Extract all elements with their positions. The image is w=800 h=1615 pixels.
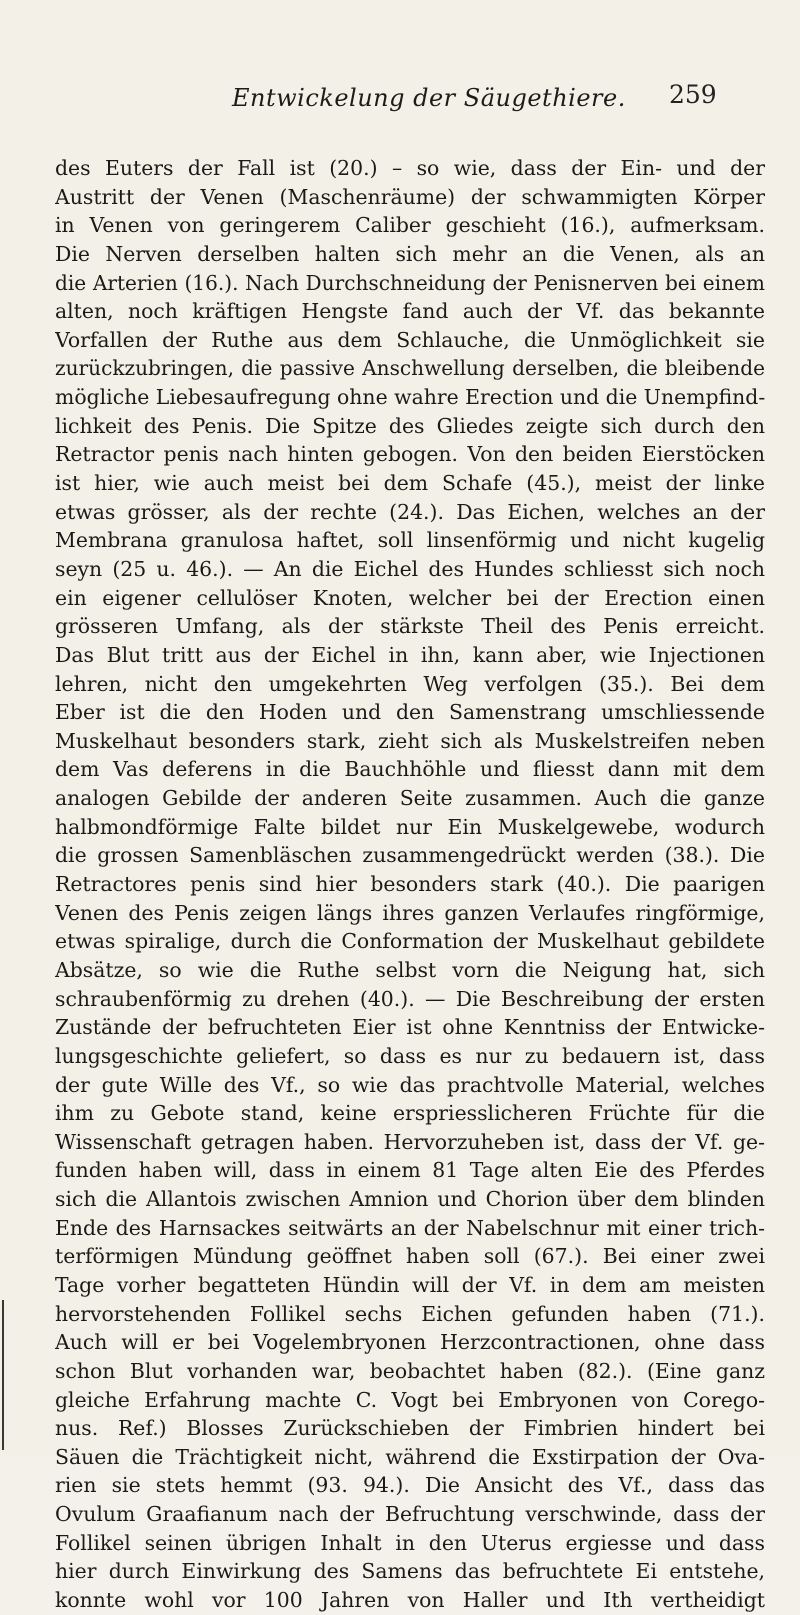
text-line: rien sie stets hemmt (93. 94.). Die Ansicht des Vf., dass das [55,1473,765,1498]
text-line: terförmigen Mündung geöffnet haben soll (67.). Bei einer zwei [55,1244,765,1269]
text-line: Retractores penis sind hier besonders stark (40.). Die paarigen [55,872,765,897]
text-line: funden haben will, dass in einem 81 Tage alten Eie des Pferdes [55,1158,765,1183]
text-line: dem Vas deferens in die Bauchhöhle und fliesst dann mit dem [55,757,765,782]
text-line: Retractor penis nach hinten gebogen. Von den beiden Eierstöcken [55,442,765,467]
text-line: nus. Ref.) Blosses Zurückschieben der Fimbrien hindert bei [55,1416,765,1441]
text-line: ihm zu Gebote stand, keine erspriesslicheren Früchte für die [55,1101,765,1126]
text-line: Wissenschaft getragen haben. Hervorzuheben ist, dass der Vf. ge- [55,1129,765,1154]
text-line: seyn (25 u. 46.). — An die Eichel des Hundes schliesst sich noch [55,556,765,581]
text-line: analogen Gebilde der anderen Seite zusammen. Auch die ganze [55,786,765,811]
text-line: Eber ist die den Hoden und den Samenstrang umschliessende [55,700,765,725]
margin-rule [2,1300,4,1450]
text-line: schon Blut vorhanden war, beobachtet haben (82.). (Eine ganz [55,1358,765,1383]
text-line: Das Blut tritt aus der Eichel in ihn, kann aber, wie Injectionen [55,642,765,667]
text-line: Die Nerven derselben halten sich mehr an die Venen, als an [55,241,765,266]
text-line: Vorfallen der Ruthe aus dem Schlauche, die Unmöglichkeit sie [55,327,765,352]
text-line: konnte wohl vor 100 Jahren von Haller und Ith vertheidigt [55,1588,765,1613]
text-line: schraubenförmig zu drehen (40.). — Die Beschreibung der ersten [55,986,765,1011]
text-line: Follikel seinen übrigen Inhalt in den Uterus ergiesse und dass [55,1530,765,1555]
text-line: gleiche Erfahrung machte C. Vogt bei Embryonen von Corego- [55,1387,765,1412]
text-line: hier durch Einwirkung des Samens das befruchtete Ei entstehe, [55,1559,765,1584]
text-line: die Arterien (16.). Nach Durchschneidung der Penisnerven bei einem [55,270,765,295]
text-line: etwas grösser, als der rechte (24.). Das Eichen, welches an der [55,499,765,524]
page-header [0,80,800,124]
running-head: Entwickelung der Säugethiere. [232,84,626,112]
text-line: der gute Wille des Vf., so wie das prachtvolle Material, welches [55,1072,765,1097]
text-line: lungsgeschichte geliefert, so dass es nur zu bedauern ist, dass [55,1043,765,1068]
text-line: Absätze, so wie die Ruthe selbst vorn die Neigung hat, sich [55,957,765,982]
text-line: sich die Allantois zwischen Amnion und Chorion über dem blinden [55,1187,765,1212]
text-line: mögliche Liebesaufregung ohne wahre Erection und die Unempfind- [55,385,765,410]
text-line: zurückzubringen, die passive Anschwellung derselben, die bleibende [55,356,765,381]
text-line: ist hier, wie auch meist bei dem Schafe (45.), meist der linke [55,471,765,496]
text-line: Membrana granulosa haftet, soll linsenförmig und nicht kugelig [55,528,765,553]
text-line: grösseren Umfang, als der stärkste Theil des Penis erreicht. [55,614,765,639]
text-line: alten, noch kräftigen Hengste fand auch der Vf. das bekannte [55,299,765,324]
text-line: Zustände der befruchteten Eier ist ohne Kenntniss der Entwicke- [55,1015,765,1040]
text-line: hervorstehenden Follikel sechs Eichen gefunden haben (71.). [55,1301,765,1326]
text-line: Muskelhaut besonders stark, zieht sich als Muskelstreifen neben [55,728,765,753]
page-number: 259 [669,80,717,109]
text-line: in Venen von geringerem Caliber geschieht (16.), aufmerksam. [55,213,765,238]
text-line: Austritt der Venen (Maschenräume) der schwammigten Körper [55,184,765,209]
text-line: Ovulum Graafianum nach der Befruchtung verschwinde, dass der [55,1502,765,1527]
text-line: Säuen die Trächtigkeit nicht, während die Exstirpation der Ova- [55,1444,765,1469]
text-line: des Euters der Fall ist (20.) – so wie, dass der Ein- und der [55,156,765,180]
text-line: Ende des Harnsackes seitwärts an der Nabelschnur mit einer trich- [55,1215,765,1240]
text-line: Auch will er bei Vogelembryonen Herzcontractionen, ohne dass [55,1330,765,1355]
text-line: lehren, nicht den umgekehrten Weg verfolgen (35.). Bei dem [55,671,765,696]
body-text [55,154,765,1615]
text-line: lichkeit des Penis. Die Spitze des Gliedes zeigte sich durch den [55,413,765,438]
text-line: etwas spiralige, durch die Conformation der Muskelhaut gebildete [55,929,765,954]
text-line: ein eigener cellulöser Knoten, welcher bei der Erection einen [55,585,765,610]
text-line: die grossen Samenbläschen zusammengedrückt werden (38.). Die [55,843,765,868]
text-line: Tage vorher begatteten Hündin will der Vf. in dem am meisten [55,1272,765,1297]
text-line: halbmondförmige Falte bildet nur Ein Muskelgewebe, wodurch [55,814,765,839]
text-line: Venen des Penis zeigen längs ihres ganzen Verlaufes ringförmige, [55,900,765,925]
